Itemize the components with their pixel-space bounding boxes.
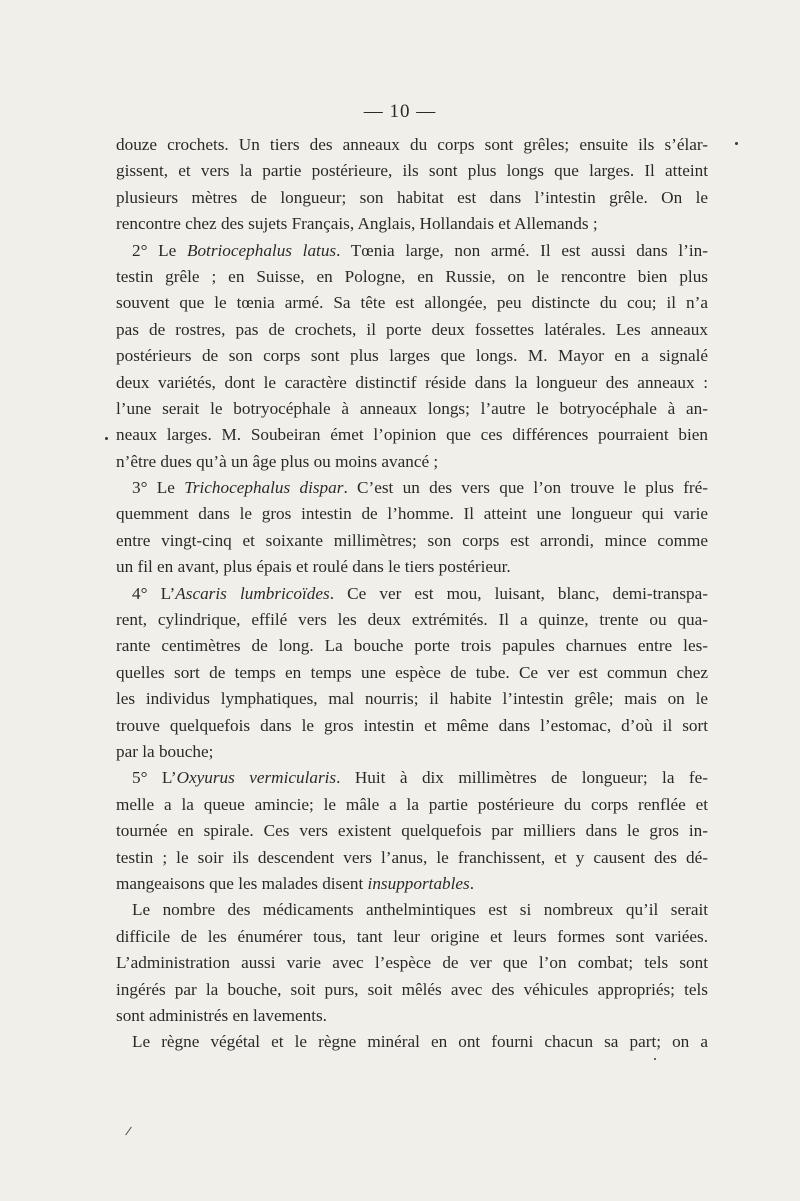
body-text: [116, 132, 708, 1056]
margin-speck: [654, 1058, 656, 1060]
text-segment: trouve quelquefois dans le gros intestin et même dans l’estomac, d’où il sort: [116, 715, 708, 735]
text-segment: . Huit à dix millimètres de longueur; la fe-: [336, 768, 708, 788]
margin-speck: [125, 1127, 132, 1136]
italic-term: Oxyurus vermicularis: [176, 768, 337, 788]
page-number: — 10 —: [363, 101, 437, 122]
text-line: [116, 1003, 708, 1029]
text-line: [116, 871, 708, 897]
text-line: [116, 528, 708, 554]
text-segment: neaux larges. M. Soubeiran émet l’opinion que ces différences pourraient bien: [116, 425, 708, 445]
text-line: [116, 950, 708, 976]
italic-term: Ascaris lumbricoïdes: [175, 583, 330, 603]
text-line: [116, 897, 708, 923]
text-line: [116, 158, 708, 184]
text-segment: deux variétés, dont le caractère distinctif réside dans la longueur des anneaux :: [116, 372, 708, 392]
italic-term: Botriocephalus latus: [186, 240, 337, 260]
italic-term: insupportables: [367, 873, 470, 893]
text-segment: melle a la queue amincie; le mâle a la partie postérieure du corps renflée et: [116, 794, 708, 814]
text-segment: .: [469, 873, 475, 893]
text-line: [116, 792, 708, 818]
text-segment: douze crochets. Un tiers des anneaux du corps sont grêles; ensuite ils s’élar-: [116, 135, 708, 154]
text-line: [116, 660, 708, 686]
text-segment: quemment dans le gros intestin de l’homme. Il atteint une longueur qui varie: [116, 504, 708, 524]
text-segment: rante centimètres de long. La bouche porte trois papules charnues entre les-: [116, 636, 708, 656]
text-line: [116, 396, 708, 422]
text-segment: L’administration aussi varie avec l’espèce de ver que l’on combat; tels sont: [116, 953, 708, 973]
text-segment: les individus lymphatiques, mal nourris; il habite l’intestin grêle; mais on le: [116, 689, 708, 709]
text-segment: testin ; le soir ils descendent vers l’anus, le franchissent, et y causent des dé-: [116, 847, 708, 867]
text-line: [116, 686, 708, 712]
text-segment: pas de rostres, pas de crochets, il porte deux fossettes latérales. Les anneaux: [116, 319, 708, 339]
text-segment: quelles sort de temps en temps une espèce de tube. Ce ver est commun chez: [116, 662, 708, 682]
text-line: [116, 238, 708, 264]
text-segment: ingérés par la bouche, soit purs, soit mêlés avec des véhicules appropriés; tels: [116, 979, 708, 999]
text-segment: rencontre chez des sujets Français, Anglais, Hollandais et Allemands ;: [116, 214, 598, 234]
margin-speck: [105, 437, 108, 440]
text-line: [116, 845, 708, 871]
text-line: [116, 422, 708, 448]
text-segment: 5° L’: [132, 768, 177, 788]
text-line: [116, 317, 708, 343]
text-line: [116, 132, 708, 158]
text-line: [116, 343, 708, 369]
text-segment: l’une serait le botryocéphale à anneaux longs; l’autre le botryocéphale à an-: [116, 398, 708, 418]
text-line: [116, 264, 708, 290]
text-segment: n’être dues qu’à un âge plus ou moins avancé ;: [116, 451, 439, 471]
text-line: [116, 185, 708, 211]
text-line: [116, 633, 708, 659]
text-segment: 4° L’: [132, 583, 176, 603]
text-segment: difficile de les énumérer tous, tant leur origine et leurs formes sont variées.: [116, 926, 708, 946]
text-line: [116, 449, 708, 475]
text-line: [116, 739, 708, 765]
text-line: [116, 501, 708, 527]
text-line: [116, 765, 708, 791]
text-segment: souvent que le tœnia armé. Sa tête est allongée, peu distincte du cou; il n’a: [116, 293, 708, 313]
text-segment: 2° Le: [132, 240, 187, 260]
text-line: [116, 581, 708, 607]
text-line: [116, 290, 708, 316]
text-segment: sont administrés en lavements.: [116, 1005, 327, 1025]
text-line: [116, 924, 708, 950]
text-line: [116, 818, 708, 844]
text-segment: plusieurs mètres de longueur; son habitat est dans l’intestin grêle. On le: [116, 187, 708, 207]
text-segment: . Ce ver est mou, luisant, blanc, demi-transpa-: [329, 583, 708, 603]
text-segment: 3° Le: [132, 478, 185, 498]
text-segment: gissent, et vers la partie postérieure, ils sont plus longs que larges. Il atteint: [116, 161, 708, 181]
text-segment: postérieurs de son corps sont plus larges que longs. M. Mayor en a signalé: [116, 346, 708, 366]
text-segment: . Tœnia large, non armé. Il est aussi dans l’in-: [336, 240, 708, 260]
text-segment: par la bouche;: [116, 741, 214, 761]
text-segment: Le nombre des médicaments anthelmintiques est si nombreux qu’il serait: [132, 900, 708, 920]
text-segment: entre vingt-cinq et soixante millimètres; son corps est arrondi, mince comme: [116, 530, 708, 550]
text-line: [116, 370, 708, 396]
text-segment: un fil en avant, plus épais et roulé dans le tiers postérieur.: [116, 557, 511, 577]
text-line: [116, 211, 708, 237]
text-segment: tournée en spirale. Ces vers existent quelquefois par milliers dans le gros in-: [116, 821, 708, 841]
italic-term: Trichocephalus dispar: [184, 478, 344, 498]
text-segment: mangeaisons que les malades disent: [116, 873, 368, 893]
text-segment: Le règne végétal et le règne minéral en ont fourni chacun sa part; on a: [132, 1032, 708, 1052]
text-line: [116, 554, 708, 580]
text-line: [116, 713, 708, 739]
text-line: [116, 1029, 708, 1055]
text-line: [116, 607, 708, 633]
text-segment: testin grêle ; en Suisse, en Pologne, en Russie, on le rencontre bien plus: [116, 266, 708, 286]
text-segment: rent, cylindrique, effilé vers les deux extrémités. Il a quinze, trente ou qua-: [116, 610, 708, 630]
text-line: [116, 475, 708, 501]
text-line: [116, 977, 708, 1003]
text-segment: . C’est un des vers que l’on trouve le plus fré-: [343, 478, 709, 498]
margin-speck: [735, 142, 738, 145]
